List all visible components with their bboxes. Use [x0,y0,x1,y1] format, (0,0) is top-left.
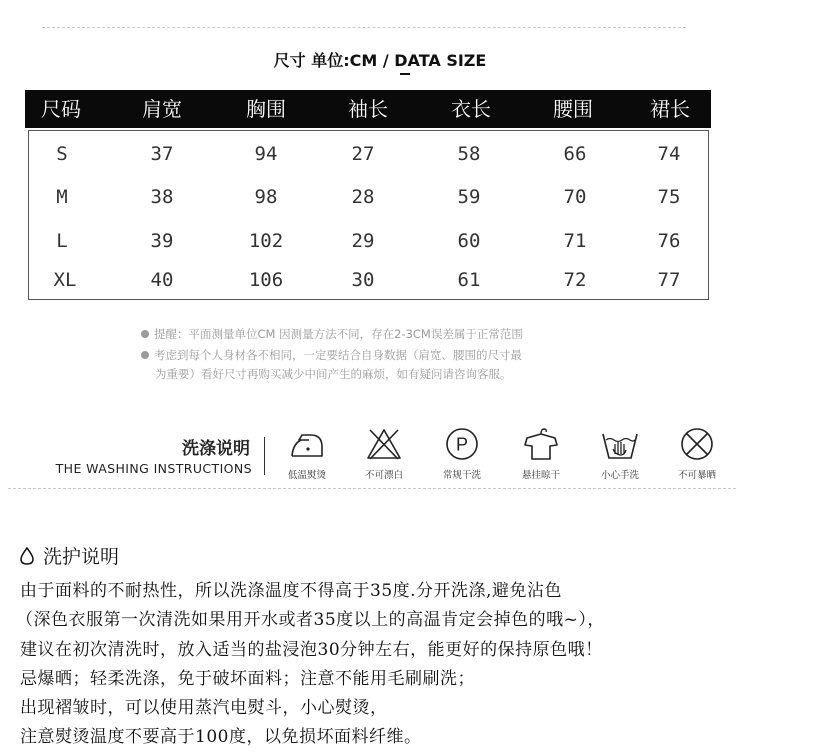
dry-clean-p-icon [442,426,482,462]
no-tumble-dry-icon [677,426,717,462]
header-sleeve: 袖长 [348,97,388,121]
skirt-cell: 77 [657,269,681,291]
size-table-header [25,90,711,128]
iron-low-icon [287,426,327,462]
care-line: 由于面料的不耐热性，所以洗涤温度不得高于35度.分开洗涤,避免沾色 [20,581,562,601]
note-line [141,347,522,363]
size-cell: S [56,143,68,165]
waist-cell: 70 [563,186,587,208]
length-cell: 58 [457,143,481,165]
header-bust: 胸围 [246,97,286,121]
washing-title-cn: 洗涤说明 [182,439,250,459]
care-line: （深色衣服第一次清洗如果用开水或者35度以上的高温肯定会掉色的哦~）， [16,610,605,630]
care-symbol-dry-clean [428,426,496,482]
care-symbol-hang-dry [507,426,575,482]
table-row [29,220,708,262]
note-line [155,366,512,382]
care-line: 出现褶皱时，可以使用蒸汽电熨斗，小心熨烫， [20,698,388,718]
care-label: 低温熨烫 [287,470,326,481]
sleeve-cell: 30 [351,269,375,291]
shoulder-cell: 37 [150,143,174,165]
shoulder-cell: 39 [150,230,174,252]
table-row [29,133,708,175]
no-bleach-icon [364,426,404,462]
size-cell: L [56,230,68,252]
hand-wash-icon [600,426,640,462]
water-drop-icon [20,547,34,565]
care-line: 注意熨烫温度不要高于100度，以免损坏面料纤维。 [20,727,422,747]
waist-cell: 66 [563,143,587,165]
sleeve-cell: 27 [351,143,375,165]
care-symbol-iron [273,426,341,482]
care-symbol-no-sun [663,426,731,482]
title-underline [400,73,410,75]
size-cell: M [56,186,68,208]
skirt-cell: 74 [657,143,681,165]
skirt-cell: 75 [657,186,681,208]
care-label: 悬挂晾干 [521,470,560,481]
header-length: 衣长 [451,97,491,121]
note-text: 提醒：平面测量单位CM 因测量方法不同，存在2-3CM误差属于正常范围 [154,327,523,341]
care-heading [20,542,119,569]
size-chart-title: 尺寸 单位:CM / DATA SIZE [273,51,487,70]
sleeve-cell: 28 [351,186,375,208]
washing-title-en: THE WASHING INSTRUCTIONS [55,461,252,476]
svg-text:P: P [455,434,469,455]
bust-cell: 102 [248,230,284,252]
washing-divider-line [8,488,736,489]
header-skirt: 裙长 [650,97,690,121]
care-heading-text: 洗护说明 [43,546,120,568]
note-text: 考虑到每个人身材各不相同，一定要结合自身数据（肩宽、腰围的尺寸最 [154,348,522,362]
note-text: 为重要）看好尺寸再购买减少中间产生的麻烦，如有疑问请咨询客服。 [155,367,512,381]
header-shoulder: 肩宽 [142,97,182,121]
bullet-dot [141,330,149,338]
care-label: 不可漂白 [364,470,403,481]
care-line: 忌爆晒；轻柔洗涤，免于破坏面料；注意不能用毛刷刷洗； [20,669,475,689]
bust-cell: 94 [254,143,278,165]
waist-cell: 72 [563,269,587,291]
size-table-body [28,130,709,300]
table-row [29,176,708,218]
header-waist: 腰围 [553,97,593,121]
care-line: 建议在初次清洗时，放入适当的盐浸泡30分钟左右，能更好的保持原色哦！ [20,640,603,660]
note-line [141,326,523,342]
care-symbol-hand-wash [586,426,654,482]
care-symbol-no-bleach [350,426,418,482]
length-cell: 60 [457,230,481,252]
bust-cell: 106 [248,269,284,291]
sleeve-cell: 29 [351,230,375,252]
top-divider [42,27,686,28]
length-cell: 59 [457,186,481,208]
size-cell: XL [53,269,77,291]
shoulder-cell: 38 [150,186,174,208]
hang-dry-icon [521,426,561,462]
skirt-cell: 76 [657,230,681,252]
care-label: 不可暴晒 [677,470,716,481]
bust-cell: 98 [254,186,278,208]
bullet-dot [141,351,149,359]
care-label: 小心手洗 [600,470,639,481]
length-cell: 61 [457,269,481,291]
shoulder-cell: 40 [150,269,174,291]
waist-cell: 71 [563,230,587,252]
washing-divider [264,437,265,475]
header-size: 尺码 [41,97,81,121]
table-row [29,259,708,301]
care-label: 常规干洗 [442,470,481,481]
